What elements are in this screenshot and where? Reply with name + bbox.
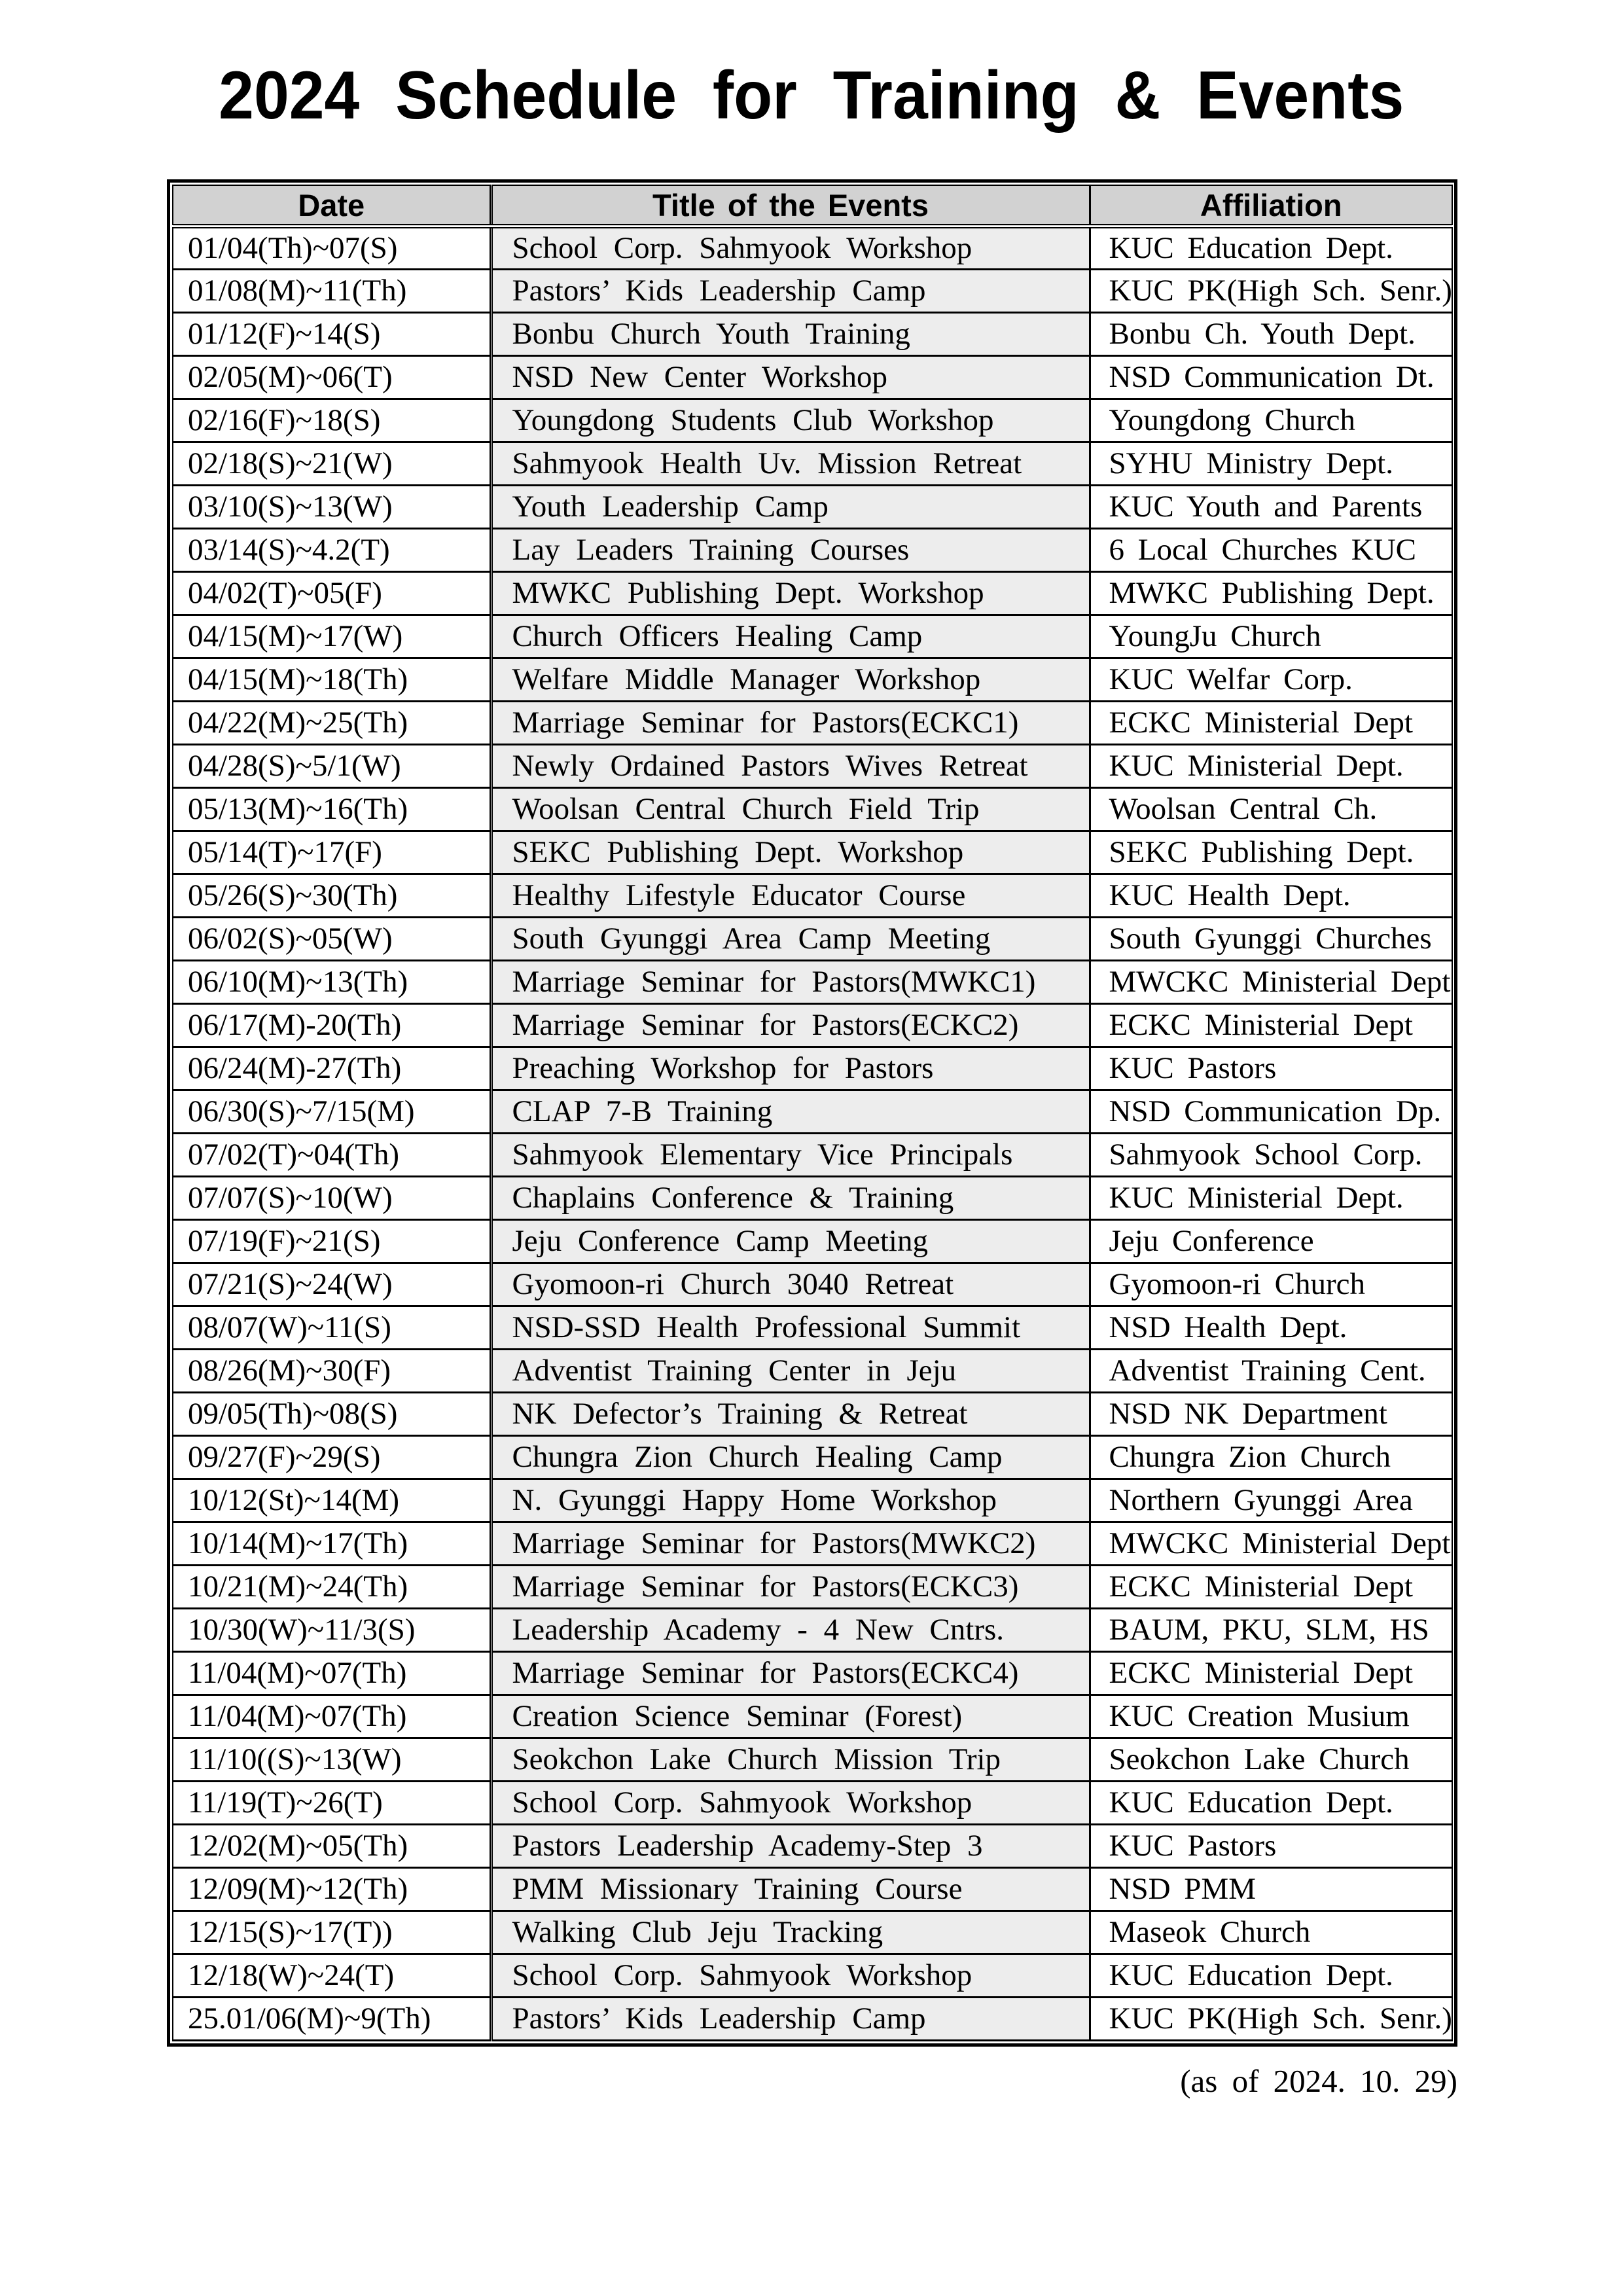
schedule-table [172, 185, 1453, 2041]
event-title-cell: Jeju Conference Camp Meeting [491, 1219, 1090, 1263]
event-title-cell: Youth Leadership Camp [491, 485, 1090, 528]
table-row [173, 960, 1452, 1003]
affiliation-cell: KUC Pastors [1090, 1824, 1452, 1867]
date-cell: 10/30(W)~11/3(S) [173, 1608, 491, 1651]
table-row [173, 571, 1452, 615]
date-cell: 07/19(F)~21(S) [173, 1219, 491, 1263]
date-cell: 04/15(M)~18(Th) [173, 658, 491, 701]
table-row [173, 1047, 1452, 1090]
affiliation-cell: Sahmyook School Corp. [1090, 1133, 1452, 1176]
table-row [173, 1306, 1452, 1349]
date-cell: 08/26(M)~30(F) [173, 1349, 491, 1392]
event-title-cell: School Corp. Sahmyook Workshop [491, 1954, 1090, 1997]
table-row [173, 615, 1452, 658]
event-title-cell: South Gyunggi Area Camp Meeting [491, 917, 1090, 960]
affiliation-cell: ECKC Ministerial Dept [1090, 701, 1452, 744]
date-cell: 04/22(M)~25(Th) [173, 701, 491, 744]
date-cell: 07/07(S)~10(W) [173, 1176, 491, 1219]
affiliation-cell: MWCKC Ministerial Dept [1090, 1522, 1452, 1565]
date-cell: 12/09(M)~12(Th) [173, 1867, 491, 1910]
event-title-cell: NSD New Center Workshop [491, 355, 1090, 399]
date-cell: 09/27(F)~29(S) [173, 1435, 491, 1479]
table-row [173, 1133, 1452, 1176]
date-cell: 25.01/06(M)~9(Th) [173, 1997, 491, 2040]
affiliation-cell: BAUM, PKU, SLM, HS [1090, 1608, 1452, 1651]
table-row [173, 442, 1452, 485]
event-title-cell: Gyomoon-ri Church 3040 Retreat [491, 1263, 1090, 1306]
event-title-cell: Preaching Workshop for Pastors [491, 1047, 1090, 1090]
page-title [0, 0, 1623, 134]
date-cell: 08/07(W)~11(S) [173, 1306, 491, 1349]
date-cell: 04/02(T)~05(F) [173, 571, 491, 615]
table-row [173, 658, 1452, 701]
table-row [173, 787, 1452, 831]
table-row [173, 1003, 1452, 1047]
affiliation-cell: KUC Ministerial Dept. [1090, 1176, 1452, 1219]
date-cell: 01/12(F)~14(S) [173, 312, 491, 355]
table-row [173, 1219, 1452, 1263]
table-row [173, 1997, 1452, 2040]
affiliation-cell: YoungJu Church [1090, 615, 1452, 658]
event-title-cell: CLAP 7-B Training [491, 1090, 1090, 1133]
affiliation-cell: NSD Health Dept. [1090, 1306, 1452, 1349]
event-title-cell: Chungra Zion Church Healing Camp [491, 1435, 1090, 1479]
date-cell: 11/10((S)~13(W) [173, 1738, 491, 1781]
date-cell: 03/10(S)~13(W) [173, 485, 491, 528]
date-cell: 12/02(M)~05(Th) [173, 1824, 491, 1867]
event-title-cell: N. Gyunggi Happy Home Workshop [491, 1479, 1090, 1522]
table-row [173, 1608, 1452, 1651]
date-cell: 06/17(M)-20(Th) [173, 1003, 491, 1047]
as-of-date-note: (as of 2024. 10. 29) [1180, 2062, 1457, 2099]
event-title-cell: Pastors’ Kids Leadership Camp [491, 269, 1090, 312]
event-title-cell: School Corp. Sahmyook Workshop [491, 1781, 1090, 1824]
affiliation-cell: NSD PMM [1090, 1867, 1452, 1910]
affiliation-cell: ECKC Ministerial Dept [1090, 1003, 1452, 1047]
event-title-cell: Healthy Lifestyle Educator Course [491, 874, 1090, 917]
event-title-cell: MWKC Publishing Dept. Workshop [491, 571, 1090, 615]
affiliation-cell: 6 Local Churches KUC [1090, 528, 1452, 571]
affiliation-cell: SYHU Ministry Dept. [1090, 442, 1452, 485]
date-cell: 07/02(T)~04(Th) [173, 1133, 491, 1176]
event-title-cell: Creation Science Seminar (Forest) [491, 1695, 1090, 1738]
event-title-cell: Marriage Seminar for Pastors(ECKC4) [491, 1651, 1090, 1695]
date-cell: 11/04(M)~07(Th) [173, 1651, 491, 1695]
date-cell: 04/15(M)~17(W) [173, 615, 491, 658]
date-cell: 06/10(M)~13(Th) [173, 960, 491, 1003]
table-row [173, 1392, 1452, 1435]
affiliation-cell: KUC Education Dept. [1090, 1781, 1452, 1824]
affiliation-cell: KUC Education Dept. [1090, 1954, 1452, 1997]
table-row [173, 874, 1452, 917]
affiliation-cell: MWCKC Ministerial Dept [1090, 960, 1452, 1003]
date-cell: 12/15(S)~17(T)) [173, 1910, 491, 1954]
table-row [173, 485, 1452, 528]
table-row [173, 1910, 1452, 1954]
table-row [173, 1522, 1452, 1565]
affiliation-cell: MWKC Publishing Dept. [1090, 571, 1452, 615]
table-row [173, 701, 1452, 744]
table-row [173, 1781, 1452, 1824]
affiliation-cell: KUC Health Dept. [1090, 874, 1452, 917]
event-title-cell: Marriage Seminar for Pastors(MWKC1) [491, 960, 1090, 1003]
affiliation-cell: Youngdong Church [1090, 399, 1452, 442]
table-row [173, 1651, 1452, 1695]
event-title-cell: Marriage Seminar for Pastors(ECKC1) [491, 701, 1090, 744]
table-row [173, 1090, 1452, 1133]
date-cell: 07/21(S)~24(W) [173, 1263, 491, 1306]
affiliation-cell: KUC Education Dept. [1090, 226, 1452, 269]
event-title-cell: Bonbu Church Youth Training [491, 312, 1090, 355]
event-title-cell: Sahmyook Elementary Vice Principals [491, 1133, 1090, 1176]
date-cell: 11/19(T)~26(T) [173, 1781, 491, 1824]
event-title-cell: Pastors Leadership Academy-Step 3 [491, 1824, 1090, 1867]
date-cell: 09/05(Th)~08(S) [173, 1392, 491, 1435]
table-row [173, 226, 1452, 269]
affiliation-cell: Seokchon Lake Church [1090, 1738, 1452, 1781]
event-title-cell: SEKC Publishing Dept. Workshop [491, 831, 1090, 874]
date-cell: 02/16(F)~18(S) [173, 399, 491, 442]
date-cell: 12/18(W)~24(T) [173, 1954, 491, 1997]
table-row [173, 312, 1452, 355]
affiliation-cell: ECKC Ministerial Dept [1090, 1565, 1452, 1608]
column-header-event-title: Title of the Events [491, 185, 1090, 226]
table-row [173, 1176, 1452, 1219]
date-cell: 10/14(M)~17(Th) [173, 1522, 491, 1565]
date-cell: 03/14(S)~4.2(T) [173, 528, 491, 571]
date-cell: 06/02(S)~05(W) [173, 917, 491, 960]
table-row [173, 1349, 1452, 1392]
table-row [173, 1695, 1452, 1738]
event-title-cell: Marriage Seminar for Pastors(ECKC2) [491, 1003, 1090, 1047]
table-row [173, 1565, 1452, 1608]
affiliation-cell: KUC Youth and Parents [1090, 485, 1452, 528]
event-title-cell: Welfare Middle Manager Workshop [491, 658, 1090, 701]
affiliation-cell: Maseok Church [1090, 1910, 1452, 1954]
table-row [173, 269, 1452, 312]
event-title-cell: Church Officers Healing Camp [491, 615, 1090, 658]
date-cell: 02/05(M)~06(T) [173, 355, 491, 399]
affiliation-cell: South Gyunggi Churches [1090, 917, 1452, 960]
date-cell: 06/24(M)-27(Th) [173, 1047, 491, 1090]
affiliation-cell: KUC PK(High Sch. Senr.) [1090, 1997, 1452, 2040]
date-cell: 11/04(M)~07(Th) [173, 1695, 491, 1738]
date-cell: 05/26(S)~30(Th) [173, 874, 491, 917]
column-header-date: Date [173, 185, 491, 226]
affiliation-cell: KUC Pastors [1090, 1047, 1452, 1090]
event-title-cell: Adventist Training Center in Jeju [491, 1349, 1090, 1392]
table-row [173, 1263, 1452, 1306]
table-row [173, 1435, 1452, 1479]
event-title-cell: NSD-SSD Health Professional Summit [491, 1306, 1090, 1349]
affiliation-cell: Adventist Training Cent. [1090, 1349, 1452, 1392]
event-title-cell: Woolsan Central Church Field Trip [491, 787, 1090, 831]
date-cell: 10/12(St)~14(M) [173, 1479, 491, 1522]
date-cell: 02/18(S)~21(W) [173, 442, 491, 485]
affiliation-cell: Gyomoon-ri Church [1090, 1263, 1452, 1306]
event-title-cell: School Corp. Sahmyook Workshop [491, 226, 1090, 269]
event-title-cell: Sahmyook Health Uv. Mission Retreat [491, 442, 1090, 485]
event-title-cell: Seokchon Lake Church Mission Trip [491, 1738, 1090, 1781]
event-title-cell: Lay Leaders Training Courses [491, 528, 1090, 571]
event-title-cell: Chaplains Conference & Training [491, 1176, 1090, 1219]
event-title-cell: PMM Missionary Training Course [491, 1867, 1090, 1910]
date-cell: 05/14(T)~17(F) [173, 831, 491, 874]
table-row [173, 1479, 1452, 1522]
schedule-table-body [173, 226, 1452, 2040]
affiliation-cell: Woolsan Central Ch. [1090, 787, 1452, 831]
affiliation-cell: NSD NK Department [1090, 1392, 1452, 1435]
date-cell: 01/04(Th)~07(S) [173, 226, 491, 269]
table-row [173, 831, 1452, 874]
affiliation-cell: ECKC Ministerial Dept [1090, 1651, 1452, 1695]
event-title-cell: Marriage Seminar for Pastors(ECKC3) [491, 1565, 1090, 1608]
page-title-text: 2024 Schedule for Training & Events [219, 58, 1404, 134]
event-title-cell: NK Defector’s Training & Retreat [491, 1392, 1090, 1435]
affiliation-cell: NSD Communication Dp. [1090, 1090, 1452, 1133]
affiliation-cell: Bonbu Ch. Youth Dept. [1090, 312, 1452, 355]
table-row [173, 1738, 1452, 1781]
date-cell: 05/13(M)~16(Th) [173, 787, 491, 831]
affiliation-cell: Jeju Conference [1090, 1219, 1452, 1263]
date-cell: 10/21(M)~24(Th) [173, 1565, 491, 1608]
event-title-cell: Leadership Academy - 4 New Cntrs. [491, 1608, 1090, 1651]
event-title-cell: Newly Ordained Pastors Wives Retreat [491, 744, 1090, 787]
table-row [173, 744, 1452, 787]
affiliation-cell: Northern Gyunggi Area [1090, 1479, 1452, 1522]
affiliation-cell: Chungra Zion Church [1090, 1435, 1452, 1479]
affiliation-cell: SEKC Publishing Dept. [1090, 831, 1452, 874]
affiliation-cell: KUC PK(High Sch. Senr.) [1090, 269, 1452, 312]
event-title-cell: Pastors’ Kids Leadership Camp [491, 1997, 1090, 2040]
date-cell: 06/30(S)~7/15(M) [173, 1090, 491, 1133]
date-cell: 01/08(M)~11(Th) [173, 269, 491, 312]
event-title-cell: Marriage Seminar for Pastors(MWKC2) [491, 1522, 1090, 1565]
table-row [173, 528, 1452, 571]
affiliation-cell: NSD Communication Dt. [1090, 355, 1452, 399]
affiliation-cell: KUC Creation Musium [1090, 1695, 1452, 1738]
schedule-table-frame [167, 179, 1457, 2047]
header-row [173, 185, 1452, 226]
date-cell: 04/28(S)~5/1(W) [173, 744, 491, 787]
event-title-cell: Youngdong Students Club Workshop [491, 399, 1090, 442]
column-header-affiliation: Affiliation [1090, 185, 1452, 226]
table-row [173, 355, 1452, 399]
affiliation-cell: KUC Ministerial Dept. [1090, 744, 1452, 787]
table-row [173, 1867, 1452, 1910]
event-title-cell: Walking Club Jeju Tracking [491, 1910, 1090, 1954]
table-row [173, 1954, 1452, 1997]
table-row [173, 917, 1452, 960]
table-row [173, 399, 1452, 442]
affiliation-cell: KUC Welfar Corp. [1090, 658, 1452, 701]
table-row [173, 1824, 1452, 1867]
